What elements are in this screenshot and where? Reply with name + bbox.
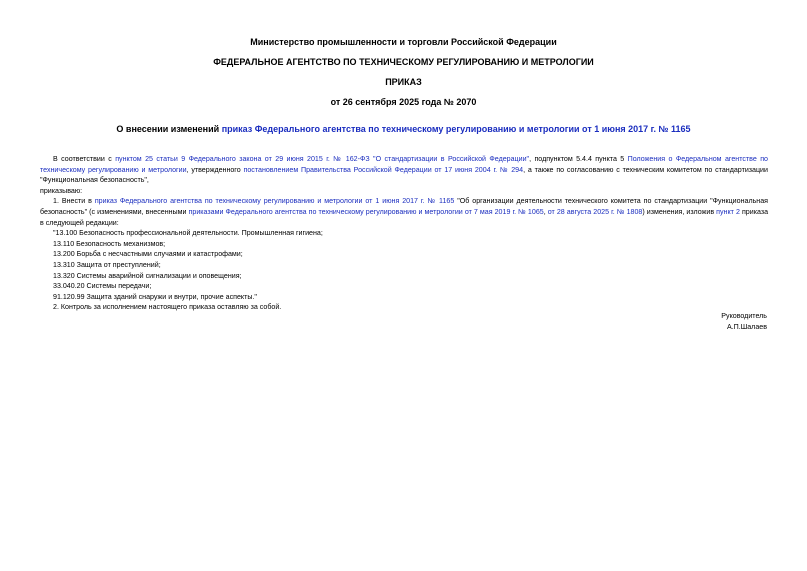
list-item: 13.320 Системы аварийной сигнализации и оповещения; bbox=[53, 271, 242, 280]
list-item: 91.120.99 Защита зданий снаружи и внутри, прочие аспекты." bbox=[53, 292, 257, 301]
agency-regulation-link[interactable]: Положения о Федеральном агентстве по техническому регулированию и метрологии bbox=[40, 155, 769, 174]
list-item: "13.100 Безопасность профессиональной деятельности. Промышленная гигиена; bbox=[53, 229, 323, 238]
item-2-paragraph: 2. Контроль за исполнением настоящего приказа оставляю за собой. bbox=[53, 303, 282, 312]
list-item: 13.110 Безопасность механизмов; bbox=[53, 239, 166, 248]
item-1-text-4: ) изменения, изложив bbox=[642, 207, 717, 216]
item-1-paragraph bbox=[40, 196, 768, 228]
preamble-text-3: , утвержденного bbox=[186, 165, 244, 174]
signatory-name: А.П.Шалаев bbox=[726, 322, 767, 331]
preamble-text-1: В соответствии с bbox=[53, 155, 116, 163]
government-decree-link[interactable]: постановлением Правительства Российской Федерации от 17 июня 2004 г. № 294 bbox=[243, 165, 524, 174]
order-1165-link[interactable]: приказ Федерального агентства по техническому регулированию и метрологии от 1 июня 2017 г. № 1165 bbox=[94, 197, 455, 206]
document-body bbox=[40, 154, 768, 313]
order-1808-link[interactable]: от 28 августа 2025 г. № 1808 bbox=[547, 207, 643, 216]
subject-prefix: О внесении изменений bbox=[116, 124, 222, 134]
item-1-text-2: "Об организации деятельности технического комитета по стандартизации "Функциональная безопасность" (с изменениями, внесенными bbox=[40, 197, 768, 216]
point-2-link[interactable]: пункт 2 bbox=[716, 207, 740, 216]
list-item: 33.040.20 Системы передачи; bbox=[53, 282, 152, 291]
list-item: 13.200 Борьба с несчастными случаями и катастрофами; bbox=[53, 250, 243, 259]
subject-link[interactable]: приказ Федерального агентства по техническому регулированию и метрологии от 1 июня 2017 г. № 1165 bbox=[221, 124, 691, 134]
order-1065-link[interactable]: приказами Федерального агентства по техническому регулированию и метрологии от 7 мая 2019 г. № 1065 bbox=[188, 207, 544, 216]
preamble-text-2: , подпунктом 5.4.4 пункта 5 bbox=[529, 155, 628, 163]
item-1-text-3: , bbox=[543, 207, 548, 216]
doc-type-heading: ПРИКАЗ bbox=[385, 77, 422, 87]
preamble-text-4: , а также по согласованию с техническим комитетом по стандартизации "Функциональная безопасность", bbox=[40, 165, 768, 185]
document-subject bbox=[0, 124, 807, 134]
federal-law-link[interactable]: пунктом 25 статьи 9 Федерального закона от 29 июня 2015 г. № 162-ФЗ "О стандартизации в Российской Федерации" bbox=[115, 155, 530, 163]
order-word: приказываю: bbox=[40, 186, 83, 195]
signature-block bbox=[721, 311, 767, 332]
list-item: 13.310 Защита от преступлений; bbox=[53, 260, 161, 269]
signatory-title: Руководитель bbox=[721, 312, 767, 320]
agency-heading: ФЕДЕРАЛЬНОЕ АГЕНТСТВО ПО ТЕХНИЧЕСКОМУ РЕГУЛИРОВАНИЮ И МЕТРОЛОГИИ bbox=[213, 57, 594, 67]
item-1-text-5: приказа в следующей редакции: bbox=[40, 207, 769, 227]
item-1-text-1: 1. Внести в bbox=[53, 197, 95, 206]
ministry-heading: Министерство промышленности и торговли Российской Федерации bbox=[250, 37, 557, 47]
date-number: от 26 сентября 2025 года № 2070 bbox=[330, 97, 477, 107]
preamble-paragraph bbox=[40, 154, 768, 186]
